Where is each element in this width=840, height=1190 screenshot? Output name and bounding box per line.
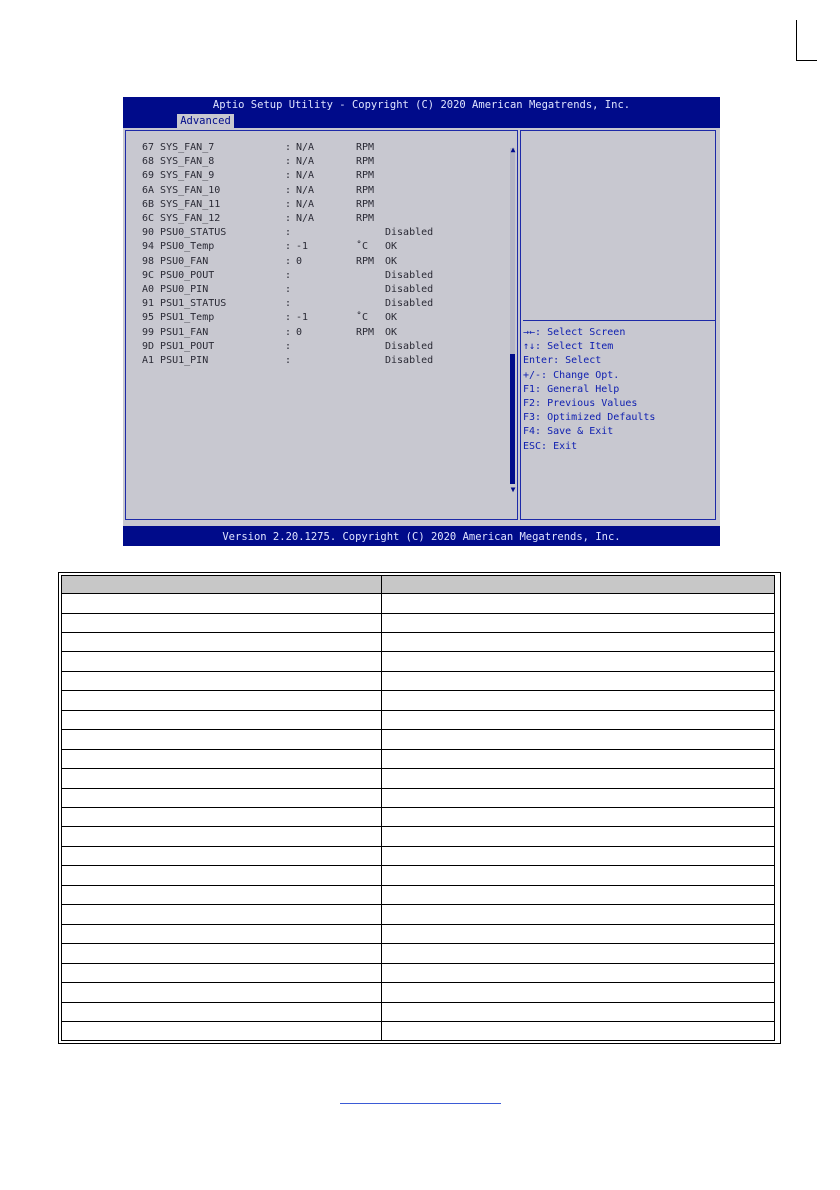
table-row: [61, 1022, 775, 1042]
table-column-divider: [381, 575, 382, 1040]
table-row: [61, 691, 775, 711]
sensor-status: Disabled: [385, 340, 434, 352]
sensor-colon: :: [285, 355, 292, 366]
table-row: [61, 866, 775, 886]
key-help-item: ESC: Exit: [523, 440, 578, 452]
bios-footer: Version 2.20.1275. Copyright (C) 2020 American Megatrends, Inc.: [222, 531, 621, 543]
sensor-colon: :: [285, 298, 292, 310]
help-frame: [520, 130, 716, 520]
sensor-row[interactable]: [123, 155, 503, 169]
table-row: [61, 652, 775, 672]
table-row: [61, 789, 775, 809]
bios-screen: [123, 97, 720, 546]
table-row: [61, 964, 775, 984]
sensor-name: A0 PSU0_PIN: [142, 284, 209, 295]
sensor-row[interactable]: [123, 297, 503, 311]
sensor-value: N/A: [296, 170, 315, 182]
sensor-row[interactable]: [123, 340, 503, 354]
sensor-colon: :: [285, 227, 292, 239]
key-help-item: +/-: Change Opt.: [523, 369, 620, 381]
table-row: [61, 808, 775, 828]
sensor-status: OK: [385, 326, 398, 338]
table-row: [61, 633, 775, 653]
table-row: [61, 827, 775, 847]
sensor-value: N/A: [296, 184, 315, 196]
table-row: [61, 613, 775, 633]
table-row: [61, 886, 775, 906]
sensor-name: 9D PSU1_POUT: [142, 340, 215, 352]
page-corner-mark: [796, 20, 817, 61]
key-help-item: F3: Optimized Defaults: [523, 412, 656, 424]
sensor-unit: RPM: [356, 198, 375, 210]
scrollbar-thumb[interactable]: [510, 354, 515, 484]
sensor-row[interactable]: [123, 283, 503, 297]
sensor-name: 94 PSU0_Temp: [142, 241, 215, 253]
sensor-unit: RPM: [356, 184, 375, 196]
sensor-row[interactable]: [123, 198, 503, 212]
sensor-unit: RPM: [356, 213, 375, 224]
scroll-up-arrow-icon[interactable]: ▲: [510, 145, 516, 154]
sensor-name: A1 PSU1_PIN: [142, 355, 209, 366]
sensor-status: Disabled: [385, 298, 434, 310]
sensor-colon: :: [285, 170, 292, 182]
sensor-name: 69 SYS_FAN_9: [142, 170, 215, 182]
sensor-value: -1: [296, 241, 309, 253]
sensor-row[interactable]: [123, 226, 503, 240]
sensor-name: 67 SYS_FAN_7: [142, 142, 215, 153]
help-divider: [523, 320, 715, 321]
key-help-item: F4: Save & Exit: [523, 426, 614, 438]
table-row: [61, 944, 775, 964]
sensor-value: N/A: [296, 213, 315, 224]
sensor-name: 90 PSU0_STATUS: [142, 227, 227, 239]
table-row: [61, 847, 775, 867]
sensor-value: 0: [296, 326, 303, 338]
sensor-row[interactable]: [123, 212, 503, 226]
sensor-colon: :: [285, 198, 292, 210]
scroll-down-arrow-icon[interactable]: ▼: [510, 485, 516, 494]
sensor-row[interactable]: [123, 311, 503, 325]
sensor-colon: :: [285, 340, 292, 352]
sensor-row[interactable]: [123, 240, 503, 254]
sensor-value: N/A: [296, 142, 315, 153]
sensor-colon: :: [285, 312, 292, 324]
sensor-colon: :: [285, 241, 292, 253]
bios-main-panel: [123, 128, 720, 526]
sensor-unit: RPM: [356, 142, 375, 153]
bios-title-bar: Aptio Setup Utility - Copyright (C) 2020 American Megatrends, Inc.: [212, 99, 631, 111]
key-help-item: F2: Previous Values: [523, 398, 638, 409]
table-row: [61, 711, 775, 731]
table-row: [61, 750, 775, 770]
key-help-item: ↑↓: Select Item: [523, 341, 614, 353]
sensor-name: 95 PSU1_Temp: [142, 312, 215, 324]
sensor-value: N/A: [296, 198, 315, 210]
sensor-status: OK: [385, 241, 398, 253]
sensor-row[interactable]: [123, 326, 503, 340]
sensor-unit: RPM: [356, 255, 375, 267]
sensor-name: 91 PSU1_STATUS: [142, 298, 227, 310]
sensor-status: OK: [385, 312, 398, 324]
table-row: [61, 769, 775, 789]
sensor-name: 6C SYS_FAN_12: [142, 213, 221, 224]
table-row: [61, 1002, 775, 1022]
sensor-unit: RPM: [356, 326, 375, 338]
table-row: [61, 730, 775, 750]
sensor-name: 99 PSU1_FAN: [142, 326, 209, 338]
sensor-unit: RPM: [356, 156, 375, 168]
sensor-status: Disabled: [385, 284, 434, 295]
sensor-value: -1: [296, 312, 309, 324]
table-row: [61, 983, 775, 1003]
sensor-row[interactable]: [123, 141, 503, 155]
sensor-name: 98 PSU0_FAN: [142, 255, 209, 267]
sensor-colon: :: [285, 142, 292, 153]
sensor-name: 6B SYS_FAN_11: [142, 198, 221, 210]
sensor-status: Disabled: [385, 269, 434, 281]
sensor-colon: :: [285, 184, 292, 196]
sensor-row[interactable]: [123, 255, 503, 269]
sensor-value: 0: [296, 255, 303, 267]
sensor-row[interactable]: [123, 269, 503, 283]
sensor-value: N/A: [296, 156, 315, 168]
sensor-unit: ˚C: [356, 241, 369, 253]
table-row: [61, 905, 775, 925]
sensor-unit: RPM: [356, 170, 375, 182]
sensor-colon: :: [285, 213, 292, 224]
sensor-colon: :: [285, 156, 292, 168]
sensor-name: 9C PSU0_POUT: [142, 269, 215, 281]
table-row: [61, 925, 775, 945]
sensor-status: OK: [385, 255, 398, 267]
sensor-status: Disabled: [385, 355, 434, 366]
sensor-unit: ˚C: [356, 312, 369, 324]
sensor-status: Disabled: [385, 227, 434, 239]
table-header: [61, 575, 775, 594]
sensor-row[interactable]: [123, 184, 503, 198]
tab-advanced[interactable]: Advanced: [177, 114, 234, 128]
key-help-item: →←: Select Screen: [523, 327, 626, 338]
table-row: [61, 672, 775, 692]
sensor-name: 6A SYS_FAN_10: [142, 184, 221, 196]
sensor-colon: :: [285, 255, 292, 267]
sensor-row[interactable]: [123, 169, 503, 183]
sensor-colon: :: [285, 269, 292, 281]
sensor-row[interactable]: [123, 354, 503, 368]
table-row: [61, 594, 775, 614]
sensor-name: 68 SYS_FAN_8: [142, 156, 215, 168]
sensor-colon: :: [285, 326, 292, 338]
key-help-item: Enter: Select: [523, 355, 602, 367]
sensor-colon: :: [285, 284, 292, 295]
hyperlink-underline[interactable]: [340, 1103, 501, 1104]
key-help-item: F1: General Help: [523, 383, 620, 395]
